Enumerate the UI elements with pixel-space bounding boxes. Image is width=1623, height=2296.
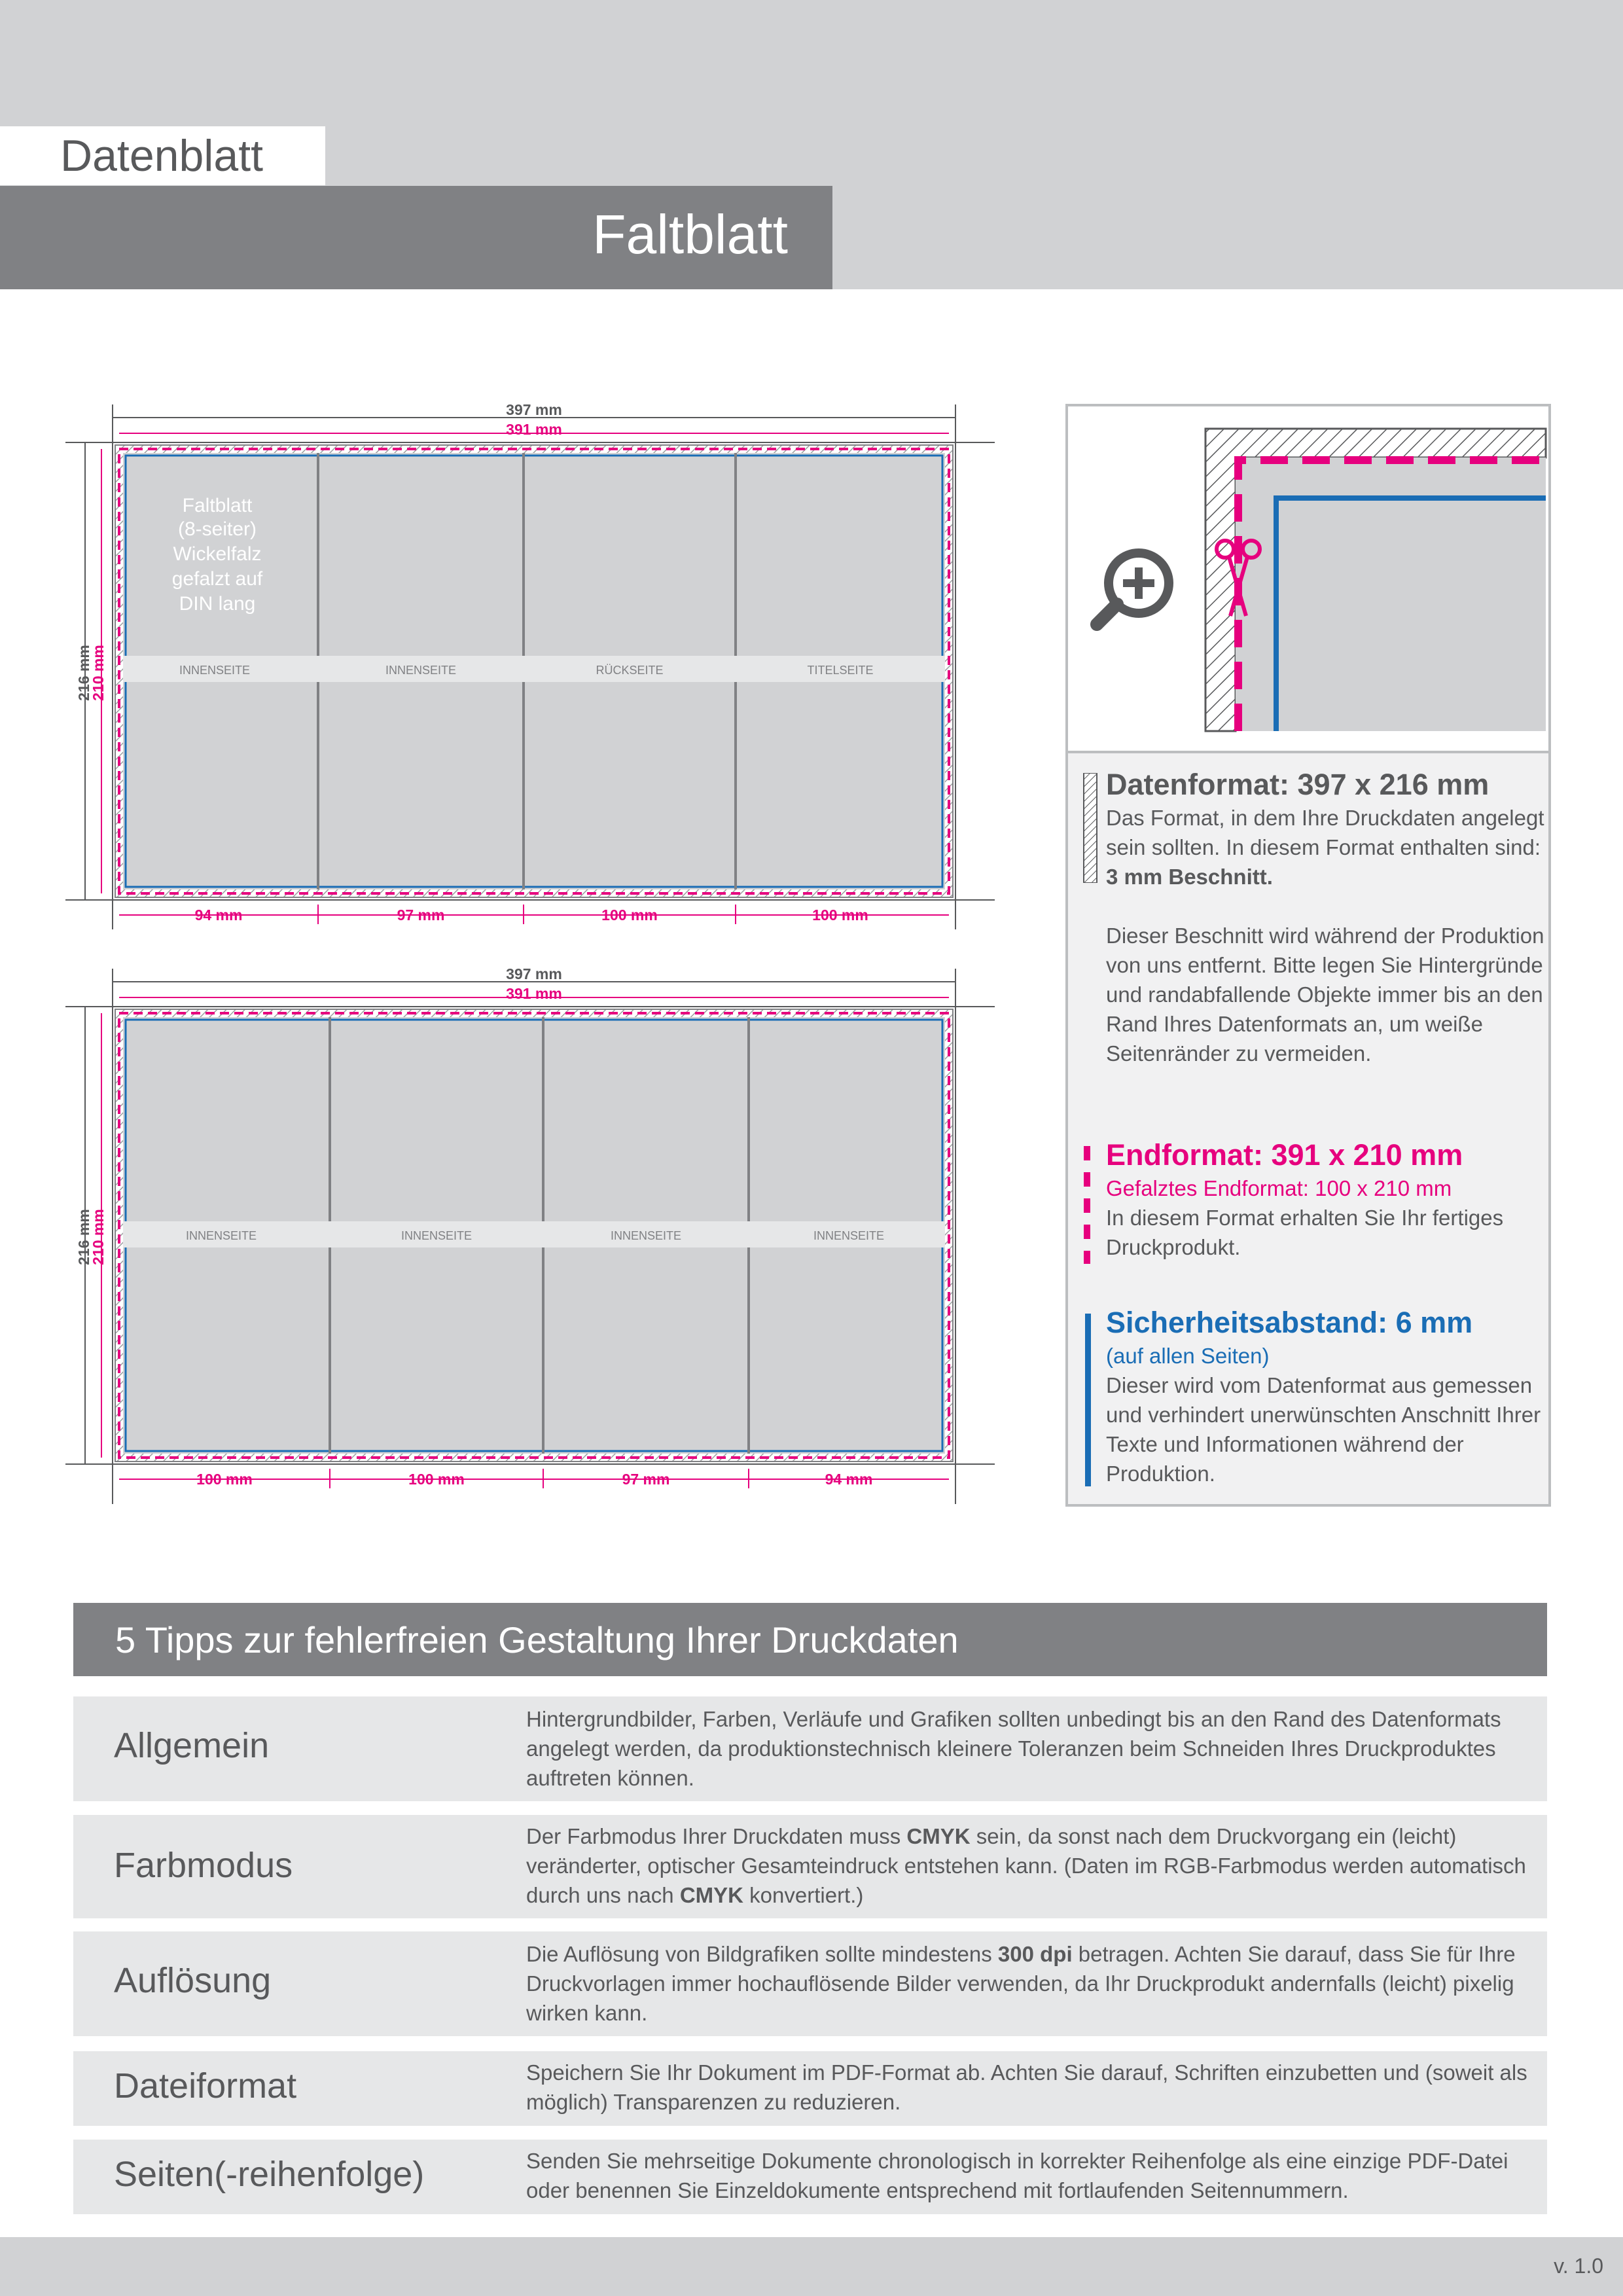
dim-outer-height: 216 mm	[75, 645, 92, 701]
panel-label-2: INNENSEITE	[401, 1229, 473, 1242]
tip-text: Speichern Sie Ihr Dokument im PDF-Format ab. Achten Sie darauf, Schriften einzubetten und (soweit als möglich) Transparenzen zu reduzieren.	[526, 2060, 1527, 2114]
panel-width-3: 97 mm	[622, 1471, 670, 1488]
tip-label: Farbmodus	[114, 1846, 293, 1885]
dim-inner-width: 391 mm	[506, 985, 562, 1002]
panel-label-2: INNENSEITE	[385, 664, 457, 677]
product-note-1: Faltblatt	[182, 495, 253, 516]
tip-text: Senden Sie mehrseitige Dokumente chronologisch in korrekter Reihenfolge als eine einzige PDF-Datei oder benennen Sie Einzeldokumente entsprechend mit fortlaufenden Seitennummern.	[526, 2149, 1508, 2202]
tip-label: Seiten(-reihenfolge)	[114, 2155, 425, 2194]
datenformat-note: Dieser Beschnitt wird während der Produktion von uns entfernt. Bitte legen Sie Hintergründe und randabfallende Objekte immer bis an den Rand Ihres Datenformats an, um weiße Seitenränder zu vermeiden.	[1106, 924, 1544, 1066]
info-box	[1065, 404, 1551, 1507]
tip-label: Allgemein	[114, 1726, 270, 1765]
dim-outer-width: 397 mm	[506, 401, 562, 418]
panel-label-1: INNENSEITE	[179, 664, 251, 677]
endformat-text: In diesem Format erhalten Sie Ihr fertiges Druckprodukt.	[1106, 1206, 1504, 1259]
product-note-2: (8-seiter)	[177, 518, 257, 540]
panel-width-2: 97 mm	[397, 906, 445, 924]
dim-outer-width: 397 mm	[506, 965, 562, 982]
panel-width-4: 94 mm	[825, 1471, 873, 1488]
tips-title: 5 Tipps zur fehlerfreien Gestaltung Ihrer Druckdaten	[115, 1619, 959, 1660]
endformat-title: Endformat: 391 x 210 mm	[1106, 1138, 1463, 1172]
product-note-3: Wickelfalz	[173, 543, 262, 565]
dim-inner-width: 391 mm	[506, 421, 562, 438]
panel-width-3: 100 mm	[601, 906, 658, 924]
title-bar	[0, 186, 832, 289]
tip-label: Dateiformat	[114, 2066, 297, 2106]
zoom-in-icon	[1097, 553, 1169, 624]
trim-marker-icon	[1082, 1146, 1092, 1264]
datenblatt-label	[0, 126, 325, 185]
diagram-bottom	[65, 957, 1008, 1507]
panel-label-1: INNENSEITE	[185, 1229, 257, 1242]
tip-row-farbmodus	[73, 1815, 1547, 1918]
zoom-detail	[1068, 406, 1548, 753]
product-note-5: DIN lang	[179, 593, 256, 615]
hatch-marker-icon	[1082, 773, 1098, 883]
panel-width-1: 94 mm	[194, 906, 243, 924]
product-note-4: gefalzt auf	[171, 568, 263, 590]
page-title: Faltblatt	[592, 204, 788, 265]
dim-inner-height: 210 mm	[90, 1209, 107, 1265]
datenformat-title: Datenformat: 397 x 216 mm	[1106, 768, 1489, 801]
sicherheit-title: Sicherheitsabstand: 6 mm	[1106, 1306, 1473, 1339]
panel-width-2: 100 mm	[408, 1471, 465, 1488]
version-label: v. 1.0	[1554, 2254, 1603, 2278]
tip-label: Auflösung	[114, 1961, 272, 2000]
tip-row-allgemein	[73, 1696, 1547, 1801]
panel-label-3: RÜCKSEITE	[596, 664, 664, 677]
dim-inner-height: 210 mm	[90, 645, 107, 701]
datenformat-section	[1106, 766, 1551, 1068]
panel-label-4: TITELSEITE	[807, 664, 874, 677]
sicherheit-text: Dieser wird vom Datenformat aus gemessen und verhindert unerwünschten Anschnitt Ihrer Texte und Informationen während der Produktion.	[1106, 1373, 1541, 1486]
tip-row-aufloesung	[73, 1931, 1547, 2036]
datenformat-text: Das Format, in dem Ihre Druckdaten angelegt sein sollten. In diesem Format enthalten sind: 3 mm Beschnitt.	[1106, 806, 1544, 889]
tip-text: Hintergrundbilder, Farben, Verläufe und Grafiken sollten unbedingt bis an den Rand des Datenformats angelegt werden, da produktionstechnisch kleinere Toleranzen beim Schneiden Ihres Druckproduktes auftreten können.	[526, 1707, 1501, 1790]
zoom-detail-graphic	[1068, 406, 1548, 751]
panel-label-4: INNENSEITE	[813, 1229, 885, 1242]
tips-header	[73, 1603, 1547, 1676]
datenblatt-text: Datenblatt	[60, 131, 263, 181]
panel-width-1: 100 mm	[196, 1471, 253, 1488]
panel-width-4: 100 mm	[812, 906, 868, 924]
footer-bar	[0, 2237, 1623, 2296]
tip-row-seiten	[73, 2140, 1547, 2214]
tip-text: Der Farbmodus Ihrer Druckdaten muss CMYK sein, da sonst nach dem Druckvorgang ein (leicht) veränderter, optischer Gesamteindruck entstehen kann. (Daten im RGB-Farbmodus werden automatisch durch uns nach CMYK konvertiert.)	[526, 1824, 1526, 1907]
sicherheit-section	[1106, 1304, 1551, 1488]
tip-text: Die Auflösung von Bildgrafiken sollte mindestens 300 dpi betragen. Achten Sie darauf, dass Sie für Ihre Druckvorlagen immer hochauflösende Bilder verwenden, da Ihr Druckprodukt andernfalls (leicht) pixelig wirken kann.	[526, 1942, 1516, 2025]
endformat-section	[1106, 1137, 1551, 1262]
endformat-sub: Gefalztes Endformat: 100 x 210 mm	[1106, 1176, 1452, 1200]
dim-outer-height: 216 mm	[75, 1209, 92, 1265]
sicherheit-sub: (auf allen Seiten)	[1106, 1344, 1270, 1368]
diagram-top	[65, 393, 1008, 929]
panel-label-3: INNENSEITE	[610, 1229, 682, 1242]
safety-marker-icon	[1085, 1314, 1091, 1486]
tip-row-dateiformat	[73, 2051, 1547, 2126]
